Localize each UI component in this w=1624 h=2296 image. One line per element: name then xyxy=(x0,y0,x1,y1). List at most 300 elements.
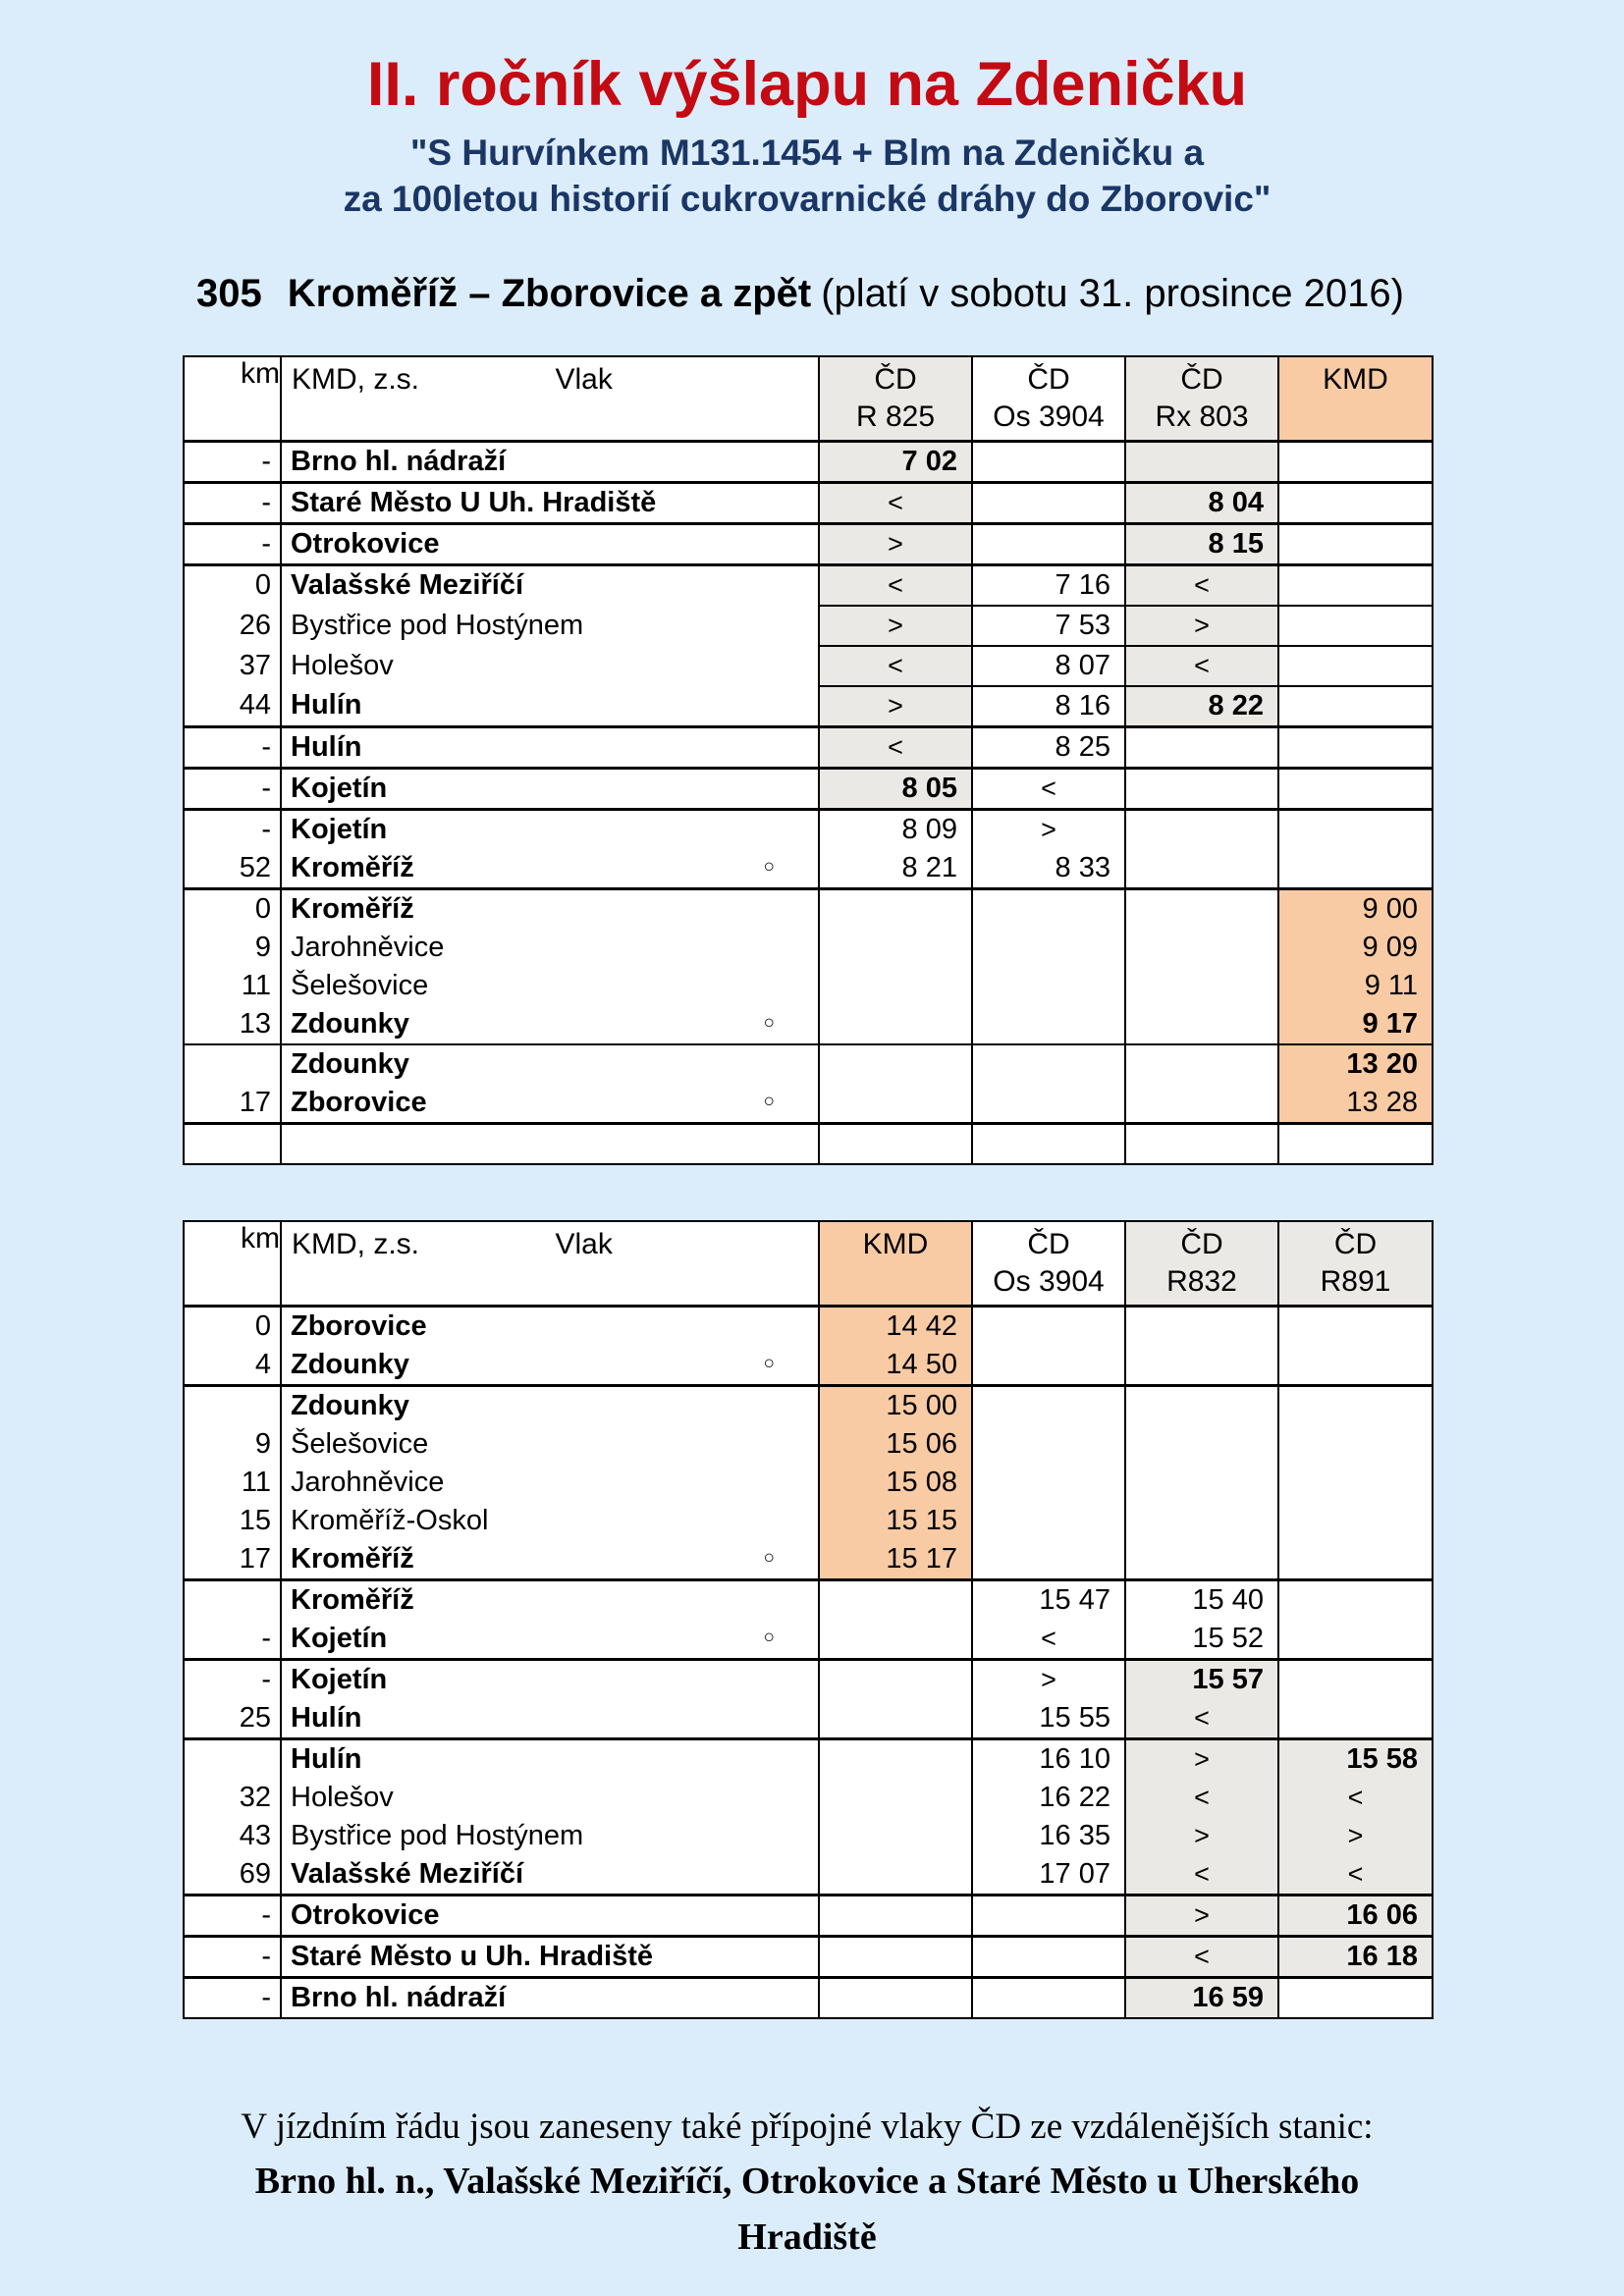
train-operator: ČD xyxy=(1027,1227,1070,1260)
station-name: Holešov xyxy=(291,1781,394,1813)
time-cell xyxy=(1125,1425,1278,1464)
time-cell xyxy=(1125,809,1278,849)
time-cell: 16 18 xyxy=(1278,1936,1433,1977)
station-row xyxy=(184,686,1433,727)
station-name: Kroměříž xyxy=(291,851,414,883)
time-cell xyxy=(819,1738,972,1779)
time-cell xyxy=(1278,1540,1433,1580)
time-cell xyxy=(819,1084,972,1124)
station-row xyxy=(184,1817,1433,1855)
time-cell: 16 06 xyxy=(1278,1895,1433,1936)
station-row xyxy=(184,1044,1433,1084)
station-cell xyxy=(281,1502,819,1540)
footer-note: V jízdním řádu jsou zaneseny také přípojné vlaky ČD ze vzdálenějších stanic: xyxy=(241,2106,1374,2147)
station-row xyxy=(184,523,1433,564)
time-cell xyxy=(819,967,972,1005)
station-row xyxy=(184,1779,1433,1817)
time-cell xyxy=(1125,1084,1278,1124)
station-cell xyxy=(281,1895,819,1936)
km-cell: 25 xyxy=(184,1699,281,1739)
flyer-page xyxy=(183,0,1432,2266)
station-cell xyxy=(281,888,819,929)
time-cell xyxy=(819,1005,972,1044)
station-row xyxy=(184,441,1433,482)
route-number: 305 xyxy=(196,271,262,315)
time-cell: 7 53 xyxy=(972,606,1125,646)
station-row xyxy=(184,888,1433,929)
time-cell xyxy=(972,1123,1125,1164)
station-row xyxy=(184,1540,1433,1580)
time-cell xyxy=(819,1620,972,1660)
km-cell: - xyxy=(184,809,281,849)
station-name: Kojetín xyxy=(291,1622,388,1654)
connection-arrow-cell: > xyxy=(1125,1817,1278,1855)
km-cell: - xyxy=(184,768,281,809)
time-cell xyxy=(972,1936,1125,1977)
stop-circle-icon: ○ xyxy=(763,1627,775,1648)
time-cell: 16 10 xyxy=(972,1738,1125,1779)
time-cell xyxy=(972,1346,1125,1386)
station-name: Zborovice xyxy=(291,1086,427,1118)
time-cell xyxy=(972,929,1125,967)
time-cell xyxy=(1278,1659,1433,1699)
station-cell xyxy=(281,1855,819,1896)
station-row xyxy=(184,1464,1433,1502)
time-cell xyxy=(972,1502,1125,1540)
time-cell xyxy=(972,1044,1125,1084)
station-row xyxy=(184,606,1433,646)
time-cell: 15 08 xyxy=(819,1464,972,1502)
time-cell: 14 50 xyxy=(819,1346,972,1386)
station-cell xyxy=(281,1346,819,1386)
station-cell xyxy=(281,768,819,809)
km-cell: 32 xyxy=(184,1779,281,1817)
time-cell xyxy=(1278,1385,1433,1425)
km-cell: 0 xyxy=(184,888,281,929)
station-name: Zdounky xyxy=(291,1389,409,1421)
train-number: R832 xyxy=(1166,1264,1237,1298)
time-cell xyxy=(1125,768,1278,809)
time-cell xyxy=(1278,482,1433,523)
station-name: Hulín xyxy=(291,730,362,763)
time-cell: 15 47 xyxy=(972,1579,1125,1620)
time-cell: 8 22 xyxy=(1125,686,1278,727)
km-cell: 9 xyxy=(184,1425,281,1464)
time-cell xyxy=(1125,441,1278,482)
station-row xyxy=(184,1123,1433,1164)
subtitle-line-1: "S Hurvínkem M131.1454 + Blm na Zdeničku a xyxy=(409,133,1205,173)
footer-stations: Brno hl. n., Valašské Meziříčí, Otrokovice a Staré Město u Uherského Hradiště xyxy=(254,2161,1360,2259)
station-cell xyxy=(281,1044,819,1084)
time-cell xyxy=(1125,967,1278,1005)
station-cell xyxy=(281,809,819,849)
connection-arrow-cell: > xyxy=(819,606,972,646)
time-cell xyxy=(819,1123,972,1164)
station-name: Staré Město U Uh. Hradiště xyxy=(291,486,657,518)
time-cell xyxy=(819,1044,972,1084)
time-cell xyxy=(819,1579,972,1620)
time-cell xyxy=(1125,1005,1278,1044)
time-cell xyxy=(972,1977,1125,2018)
connection-arrow-cell: > xyxy=(972,1659,1125,1699)
time-cell xyxy=(972,523,1125,564)
train-operator: ČD xyxy=(1180,362,1223,396)
connection-arrow-cell: < xyxy=(1278,1855,1433,1896)
time-cell xyxy=(1125,1346,1278,1386)
page-subtitle xyxy=(183,130,1432,223)
station-cell xyxy=(281,1738,819,1779)
time-cell: 15 17 xyxy=(819,1540,972,1580)
time-cell: 15 00 xyxy=(819,1385,972,1425)
km-cell: 44 xyxy=(184,686,281,727)
train-operator: ČD xyxy=(1180,1227,1223,1260)
time-cell xyxy=(1278,1977,1433,2018)
time-cell: 7 16 xyxy=(972,564,1125,606)
route-name: Kroměříž – Zborovice a zpět xyxy=(287,271,812,315)
time-cell xyxy=(1278,646,1433,686)
km-cell: 17 xyxy=(184,1084,281,1124)
station-row xyxy=(184,482,1433,523)
station-cell xyxy=(281,523,819,564)
station-cell xyxy=(281,482,819,523)
time-cell xyxy=(1278,1306,1433,1346)
time-cell xyxy=(972,482,1125,523)
station-name: Kojetín xyxy=(291,1663,388,1695)
time-cell: 8 25 xyxy=(972,726,1125,768)
station-name: Otrokovice xyxy=(291,527,440,560)
header-station xyxy=(281,1221,819,1307)
time-cell: 13 28 xyxy=(1278,1084,1433,1124)
time-cell xyxy=(1125,1464,1278,1502)
stop-circle-icon: ○ xyxy=(763,1012,775,1034)
time-cell xyxy=(1125,888,1278,929)
time-cell xyxy=(819,929,972,967)
station-name: Valašské Meziříčí xyxy=(291,1857,523,1890)
header-row xyxy=(184,356,1433,442)
station-cell xyxy=(281,1936,819,1977)
time-cell: 16 59 xyxy=(1125,1977,1278,2018)
station-row xyxy=(184,1005,1433,1044)
time-cell xyxy=(972,888,1125,929)
train-operator: ČD xyxy=(1027,362,1070,396)
header-train-column xyxy=(1125,1221,1278,1307)
time-cell xyxy=(972,1540,1125,1580)
station-name: Bystřice pod Hostýnem xyxy=(291,609,584,641)
time-cell: 15 06 xyxy=(819,1425,972,1464)
connection-arrow-cell: < xyxy=(819,646,972,686)
timetable-outbound xyxy=(183,355,1434,1165)
station-name: Holešov xyxy=(291,649,394,681)
footer xyxy=(183,2100,1432,2267)
km-cell: 9 xyxy=(184,929,281,967)
station-row xyxy=(184,646,1433,686)
km-cell: 17 xyxy=(184,1540,281,1580)
train-operator: KMD xyxy=(862,1227,929,1260)
station-name: Otrokovice xyxy=(291,1898,440,1931)
station-row xyxy=(184,1425,1433,1464)
time-cell xyxy=(1125,1502,1278,1540)
header-operator: KMD, z.s. xyxy=(292,1227,420,1260)
time-cell xyxy=(1278,606,1433,646)
station-row xyxy=(184,1738,1433,1779)
km-cell: 69 xyxy=(184,1855,281,1896)
station-name: Kojetín xyxy=(291,772,388,804)
km-cell: 15 xyxy=(184,1502,281,1540)
connection-arrow-cell: > xyxy=(819,523,972,564)
station-name: Hulín xyxy=(291,1742,362,1775)
connection-arrow-cell: < xyxy=(972,1620,1125,1660)
km-cell: - xyxy=(184,1936,281,1977)
page-title: II. ročník výšlapu na Zdeničku xyxy=(366,50,1248,119)
station-row xyxy=(184,1659,1433,1699)
train-number: Os 3904 xyxy=(993,400,1105,433)
station-cell xyxy=(281,1084,819,1124)
time-cell xyxy=(1125,1123,1278,1164)
train-number xyxy=(820,1263,971,1301)
time-cell xyxy=(1125,849,1278,889)
header-train-column xyxy=(1278,1221,1433,1307)
station-cell xyxy=(281,726,819,768)
time-cell xyxy=(972,1425,1125,1464)
time-cell xyxy=(819,1779,972,1817)
header-km: km xyxy=(184,356,281,442)
connection-arrow-cell: > xyxy=(819,686,972,727)
km-cell xyxy=(184,1738,281,1779)
time-cell xyxy=(972,1385,1125,1425)
station-cell xyxy=(281,1306,819,1346)
header-train-label: Vlak xyxy=(555,1227,613,1260)
time-cell xyxy=(1125,1540,1278,1580)
connection-arrow-cell: < xyxy=(1125,1699,1278,1739)
time-cell xyxy=(1278,1502,1433,1540)
station-row xyxy=(184,726,1433,768)
station-name: Valašské Meziříčí xyxy=(291,569,523,602)
connection-arrow-cell: < xyxy=(819,564,972,606)
time-cell xyxy=(1278,849,1433,889)
time-cell xyxy=(972,1084,1125,1124)
time-cell xyxy=(819,1895,972,1936)
station-cell xyxy=(281,1817,819,1855)
station-name: Staré Město u Uh. Hradiště xyxy=(291,1940,654,1972)
km-cell: 11 xyxy=(184,967,281,1005)
connection-arrow-cell: < xyxy=(972,768,1125,809)
header-train-column xyxy=(819,1221,972,1307)
km-cell: 26 xyxy=(184,606,281,646)
time-cell: 17 07 xyxy=(972,1855,1125,1896)
time-cell xyxy=(972,1306,1125,1346)
time-cell xyxy=(1278,1464,1433,1502)
station-row xyxy=(184,1699,1433,1739)
station-cell xyxy=(281,967,819,1005)
km-cell: 11 xyxy=(184,1464,281,1502)
station-name: Kroměříž-Oskol xyxy=(291,1504,489,1536)
train-number: Os 3904 xyxy=(993,1264,1105,1298)
station-row xyxy=(184,1579,1433,1620)
time-cell xyxy=(972,1895,1125,1936)
header-train-label: Vlak xyxy=(555,362,613,396)
time-cell: 16 22 xyxy=(972,1779,1125,1817)
km-cell: 37 xyxy=(184,646,281,686)
station-name: Kroměříž xyxy=(291,892,414,925)
time-cell xyxy=(819,1977,972,2018)
station-name: Zdounky xyxy=(291,1007,409,1040)
station-name: Kroměříž xyxy=(291,1542,414,1575)
station-cell xyxy=(281,1620,819,1660)
time-cell xyxy=(1278,686,1433,727)
km-cell: 52 xyxy=(184,849,281,889)
time-cell: 8 33 xyxy=(972,849,1125,889)
header-operator: KMD, z.s. xyxy=(292,362,420,396)
km-cell: 4 xyxy=(184,1346,281,1386)
connection-arrow-cell: < xyxy=(1278,1779,1433,1817)
time-cell xyxy=(1125,1306,1278,1346)
time-cell: 7 02 xyxy=(819,441,972,482)
station-name: Šelešovice xyxy=(291,969,429,1001)
time-cell xyxy=(1125,929,1278,967)
station-row xyxy=(184,1855,1433,1896)
km-cell: - xyxy=(184,1895,281,1936)
time-cell: 16 35 xyxy=(972,1817,1125,1855)
time-cell: 8 05 xyxy=(819,768,972,809)
km-cell: - xyxy=(184,482,281,523)
station-name: Brno hl. nádraží xyxy=(291,1981,507,2013)
station-cell xyxy=(281,1425,819,1464)
station-name: Zdounky xyxy=(291,1348,409,1380)
header-km: km xyxy=(184,1221,281,1307)
km-cell xyxy=(184,1044,281,1084)
km-cell: 13 xyxy=(184,1005,281,1044)
train-operator: KMD xyxy=(1323,362,1388,396)
time-cell xyxy=(972,967,1125,1005)
km-cell: 0 xyxy=(184,564,281,606)
stop-circle-icon: ○ xyxy=(763,1353,775,1374)
station-name: Kojetín xyxy=(291,813,388,845)
time-cell xyxy=(1278,1699,1433,1739)
time-cell: 9 17 xyxy=(1278,1005,1433,1044)
time-cell: 15 57 xyxy=(1125,1659,1278,1699)
km-cell xyxy=(184,1579,281,1620)
station-name: Jarohněvice xyxy=(291,931,445,963)
station-cell xyxy=(281,1005,819,1044)
time-cell: 8 15 xyxy=(1125,523,1278,564)
connection-arrow-cell: < xyxy=(1125,564,1278,606)
station-cell xyxy=(281,1579,819,1620)
station-row xyxy=(184,1084,1433,1124)
time-cell xyxy=(819,1936,972,1977)
station-name: Zdounky xyxy=(291,1047,409,1080)
time-cell xyxy=(1278,564,1433,606)
time-cell xyxy=(819,1659,972,1699)
header-row xyxy=(184,1221,1433,1307)
station-row xyxy=(184,967,1433,1005)
connection-arrow-cell: > xyxy=(1125,1895,1278,1936)
station-cell xyxy=(281,1779,819,1817)
km-cell: - xyxy=(184,523,281,564)
station-row xyxy=(184,1385,1433,1425)
km-cell xyxy=(184,1123,281,1164)
train-number: R 825 xyxy=(855,400,936,433)
time-cell xyxy=(1125,726,1278,768)
time-cell: 8 04 xyxy=(1125,482,1278,523)
time-cell: 14 42 xyxy=(819,1306,972,1346)
km-cell: - xyxy=(184,441,281,482)
time-cell xyxy=(1278,1579,1433,1620)
stop-circle-icon: ○ xyxy=(763,1547,775,1569)
time-cell xyxy=(1278,1123,1433,1164)
time-cell xyxy=(819,1699,972,1739)
time-cell xyxy=(1278,1620,1433,1660)
time-cell xyxy=(819,1855,972,1896)
station-row xyxy=(184,1620,1433,1660)
time-cell xyxy=(972,1005,1125,1044)
station-row xyxy=(184,1306,1433,1346)
time-cell: 15 55 xyxy=(972,1699,1125,1739)
km-cell: - xyxy=(184,1659,281,1699)
train-number: Rx 803 xyxy=(1155,400,1249,433)
train-operator: ČD xyxy=(1333,1227,1378,1260)
time-cell xyxy=(819,1817,972,1855)
station-row xyxy=(184,1346,1433,1386)
station-name: Jarohněvice xyxy=(291,1466,445,1498)
station-cell xyxy=(281,849,819,889)
time-cell: 9 09 xyxy=(1278,929,1433,967)
connection-arrow-cell: < xyxy=(1125,1779,1278,1817)
time-cell: 8 16 xyxy=(972,686,1125,727)
station-row xyxy=(184,929,1433,967)
train-number: R891 xyxy=(1320,1264,1391,1298)
station-cell xyxy=(281,606,819,646)
km-cell: 43 xyxy=(184,1817,281,1855)
km-cell xyxy=(184,1385,281,1425)
time-cell xyxy=(972,441,1125,482)
station-row xyxy=(184,768,1433,809)
stop-circle-icon: ○ xyxy=(763,1091,775,1112)
station-name: Hulín xyxy=(291,689,362,721)
time-cell: 8 09 xyxy=(819,809,972,849)
station-cell xyxy=(281,1540,819,1580)
time-cell xyxy=(1278,1425,1433,1464)
connection-arrow-cell: > xyxy=(1125,606,1278,646)
station-name: Brno hl. nádraží xyxy=(291,445,507,477)
time-cell xyxy=(1278,726,1433,768)
stop-circle-icon: ○ xyxy=(763,856,775,878)
connection-arrow-cell: < xyxy=(1125,1936,1278,1977)
time-cell xyxy=(972,1464,1125,1502)
station-row xyxy=(184,1895,1433,1936)
connection-arrow-cell: < xyxy=(1125,1855,1278,1896)
header-train-column xyxy=(972,356,1125,442)
route-validity: (platí v sobotu 31. prosince 2016) xyxy=(821,271,1404,315)
station-cell xyxy=(281,1699,819,1739)
subtitle-line-2: za 100letou historií cukrovarnické dráhy do Zborovic" xyxy=(343,179,1272,220)
station-cell xyxy=(281,1464,819,1502)
station-cell xyxy=(281,1659,819,1699)
station-cell xyxy=(281,686,819,727)
time-cell xyxy=(1278,441,1433,482)
station-row xyxy=(184,564,1433,606)
time-cell: 15 52 xyxy=(1125,1620,1278,1660)
station-name: Zborovice xyxy=(291,1309,427,1342)
station-name: Kroměříž xyxy=(291,1583,414,1616)
connection-arrow-cell: > xyxy=(972,809,1125,849)
time-cell: 15 40 xyxy=(1125,1579,1278,1620)
time-cell xyxy=(1278,1346,1433,1386)
connection-arrow-cell: < xyxy=(819,726,972,768)
station-cell xyxy=(281,441,819,482)
time-cell: 9 00 xyxy=(1278,888,1433,929)
station-name: Hulín xyxy=(291,1701,362,1734)
connection-arrow-cell: > xyxy=(1125,1738,1278,1779)
